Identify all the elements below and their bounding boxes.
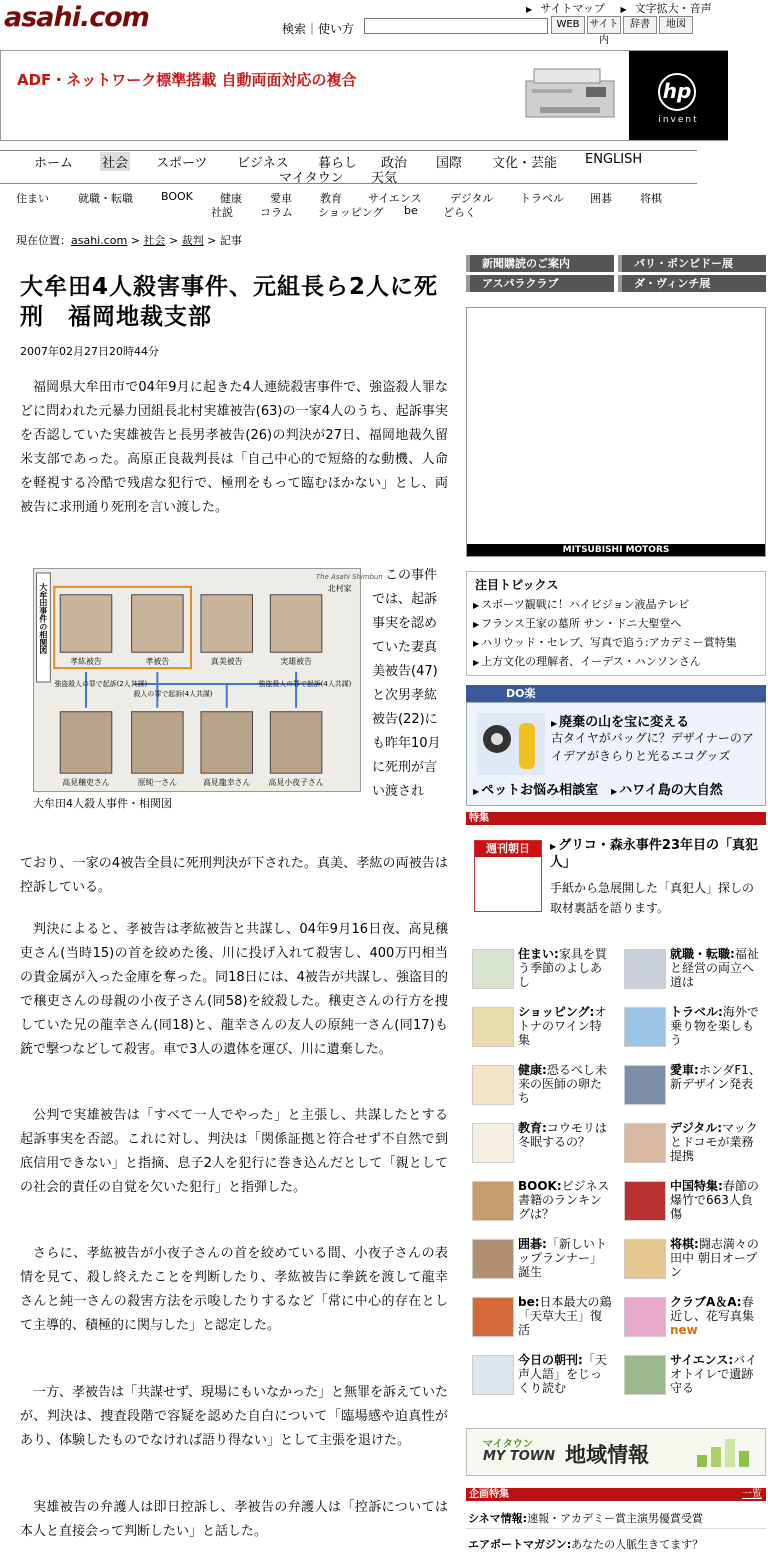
mitsubishi-ad[interactable] bbox=[466, 307, 766, 557]
nav-divider bbox=[0, 150, 697, 151]
featured-topics bbox=[466, 571, 766, 676]
grid-item-book[interactable] bbox=[466, 1175, 614, 1231]
topic-item[interactable] bbox=[473, 596, 689, 612]
breadcrumb: 現在位置：asahi.com > 社会 > 裁判 > 記事 bbox=[16, 234, 242, 247]
doraku-headline-text: 廃棄の山を宝に変える bbox=[559, 715, 690, 730]
grid-label: 就職・転職: bbox=[670, 947, 735, 961]
suspect-2-label: 孝被告 bbox=[145, 657, 170, 667]
tire-bag-image bbox=[477, 713, 545, 775]
nav-sports[interactable]: スポーツ bbox=[156, 156, 208, 171]
subnav-digital[interactable]: デジタル bbox=[450, 192, 494, 205]
article-paragraph-1: 福岡県大牟田市で04年9月に起きた4人連続殺害事件で、強盗殺人罪などに問われた元暴力団組長北村実雄被告(63)の一家4人のうち、起訴事実を否認していた実雄被告と長男孝被告(26)の判決が27日、福岡地裁久留米支部であった。高原正良裁判長は「自己中心的で短絡的な動機、人命を軽視する冷酷で残虐な犯行で、極刑をもって臨むほかない」とし、両被告に求刑通り死刑を言い渡した。 bbox=[20, 380, 448, 515]
nav-home[interactable]: ホーム bbox=[34, 156, 74, 171]
grid-label: ショッピング: bbox=[518, 1005, 595, 1019]
subnav-be[interactable]: be bbox=[404, 204, 418, 217]
grid-label: 今日の朝刊: bbox=[518, 1353, 583, 1367]
weekly-asahi-thumb[interactable] bbox=[474, 840, 542, 912]
grid-item-digital[interactable] bbox=[618, 1117, 766, 1173]
triangle-icon: ▶ bbox=[550, 842, 557, 851]
grid-label: be: bbox=[518, 1295, 540, 1309]
breadcrumb-trial[interactable]: 裁判 bbox=[181, 234, 204, 247]
doraku-box bbox=[466, 702, 766, 806]
subscription-button[interactable]: 新聞購読のご案内 bbox=[466, 255, 614, 272]
grid-text: 春節の爆竹で663人負傷 bbox=[670, 1179, 759, 1221]
nav-society[interactable]: 社会 bbox=[100, 152, 130, 171]
subnav-housing[interactable]: 住まい bbox=[16, 192, 49, 205]
topic-text: スポーツ観戦に！ハイビジョン液晶テレビ bbox=[481, 598, 690, 611]
kikaku-item-label: シネマ情報: bbox=[468, 1512, 528, 1525]
article-paragraph-4: 公判で実雄被告は「すべて一人でやった」と主張し、共謀したとする起訴事実を否認。これに対し、判決は「関係証拠と符合せず不自然で到底信用できない」と指摘、息子2人を犯行に巻き込んだとして「親としての社会的責任の自覚を欠いた犯行」と指弾した。 bbox=[20, 1108, 448, 1195]
nav-weather[interactable]: 天気 bbox=[371, 171, 398, 186]
nav-politics[interactable]: 政治 bbox=[381, 156, 408, 171]
mytown-banner[interactable] bbox=[466, 1428, 766, 1476]
nav-divider-2 bbox=[0, 183, 697, 184]
nav-culture[interactable]: 文化・芸能 bbox=[492, 156, 558, 171]
subnav-editorial[interactable]: 社説 bbox=[211, 206, 233, 219]
tokushu-headline-text: グリコ・森永事件23年目の「真犯人」 bbox=[550, 838, 758, 870]
sitemap-label: サイトマップ bbox=[540, 2, 605, 15]
font-size-label: 文字拡大・音声 bbox=[634, 2, 712, 15]
subnav-doraku[interactable]: どらく bbox=[443, 206, 476, 219]
grid-text: コウモリは冬眠するの？ bbox=[518, 1121, 607, 1149]
doraku-headline[interactable] bbox=[551, 711, 689, 730]
book-thumb bbox=[472, 1181, 514, 1221]
grid-label: デジタル: bbox=[670, 1121, 723, 1135]
article-paragraph-2: ており、一家の4被告全員に死刑判決が下された。真美、孝紘の両被告は控訴している。 bbox=[20, 856, 448, 895]
article-date: 2007年02月27日20時44分 bbox=[20, 345, 159, 358]
article-paragraph-7: 実雄被告の弁護人は即日控訴し、孝被告の弁護人は「控訴については本人と直接会って判断したい」と話した。 bbox=[20, 1500, 448, 1539]
club-thumb bbox=[624, 1297, 666, 1337]
subnav-car[interactable]: 愛車 bbox=[270, 192, 292, 205]
grid-text: 家具を買う季節のよしあし bbox=[518, 947, 607, 989]
breadcrumb-label: 現在位置： bbox=[16, 234, 71, 247]
igo-thumb bbox=[472, 1239, 514, 1279]
article-paragraph-5: さらに、孝紘被告が小夜子さんの首を絞めている間、小夜子さんの表情を見て、殺し終えたことを判断したり、孝紘被告に拳銃を渡して龍幸さんと純一さんの殺害方法を示唆したりするなど「常に中心的存在として主導的、積極的に関与した」と認定した。 bbox=[20, 1246, 448, 1333]
mytown-en: MY TOWN bbox=[483, 1449, 556, 1464]
subnav-education[interactable]: 教育 bbox=[320, 192, 342, 205]
triangle-icon: ▶ bbox=[473, 620, 480, 629]
be-thumb bbox=[472, 1297, 514, 1337]
triangle-icon: ▶ bbox=[611, 787, 618, 796]
tokushu-body: 手紙から急展開した「真犯人」探しの取材裏話を語ります。 bbox=[550, 881, 755, 915]
kikaku-item[interactable] bbox=[468, 1510, 703, 1526]
subnav-book[interactable]: BOOK bbox=[161, 190, 193, 203]
victim-1-label: 高見穣吏さん bbox=[62, 778, 110, 788]
hawaii-link[interactable] bbox=[611, 779, 723, 798]
subnav-health[interactable]: 健康 bbox=[220, 192, 242, 205]
triangle-icon: ▶ bbox=[620, 5, 627, 14]
grid-item-science[interactable] bbox=[618, 1349, 766, 1405]
grid-label: 愛車: bbox=[670, 1063, 699, 1077]
relationship-diagram bbox=[33, 568, 383, 792]
figure-caption: 大牟田4人殺人事件・相関図 bbox=[33, 797, 172, 810]
health-thumb bbox=[472, 1065, 514, 1105]
grid-item-housing[interactable] bbox=[466, 943, 614, 999]
charge-2-label: 殺人の罪で起訴(4人共謀) bbox=[133, 689, 213, 698]
kikaku-item[interactable] bbox=[468, 1536, 703, 1552]
victim-4-label: 高見小夜子さん bbox=[268, 778, 324, 788]
grid-label: 中国特集: bbox=[670, 1179, 723, 1193]
nav-living[interactable]: 暮らし bbox=[318, 156, 358, 171]
education-thumb bbox=[472, 1123, 514, 1163]
top-links bbox=[514, 0, 712, 16]
shopping-thumb bbox=[472, 1007, 514, 1047]
grid-text: オトナのワイン特集 bbox=[518, 1005, 607, 1047]
article-paragraph-3: 判決によると、孝被告は孝紘被告と共謀し、04年9月16日夜、高見穣吏さん(当時15)の首を絞めた後、川に投げ入れて殺害し、400万円相当の貴金属が入った金庫を奪った。同18日には、4被告が共謀し、強盗目的で穣吏さんの母親の小夜子さん(同58)を絞殺した。穣吏さんの行方を捜していた兄の龍幸さん(同18)と、龍幸さんの友人の原純一さん(同17)も銃で撃つなどして殺害。車で3人の遺体を運び、川に遺棄した。 bbox=[20, 922, 448, 1057]
topic-item[interactable] bbox=[473, 615, 681, 631]
grid-text: 闘志満々の田中 朝日オープン bbox=[670, 1237, 759, 1279]
nav-mytown[interactable]: マイタウン bbox=[279, 171, 344, 186]
victim-3-label: 高見龍幸さん bbox=[203, 778, 251, 788]
site-search-button[interactable]: サイト内 bbox=[587, 16, 621, 34]
shogi-thumb bbox=[624, 1239, 666, 1279]
suspect-4-label: 実雄被告 bbox=[280, 657, 312, 667]
doraku-bar[interactable]: DO楽 bbox=[466, 685, 766, 702]
topic-text: ハリウッド・セレブ、写真で追う:アカデミー賞特集 bbox=[481, 636, 737, 649]
sitemap-link[interactable] bbox=[520, 2, 605, 15]
grid-text: ホンダF1、新デザイン発表 bbox=[670, 1063, 761, 1091]
kikaku-bar bbox=[466, 1488, 766, 1501]
grid-text: バイオトイレで遺跡守る bbox=[670, 1353, 758, 1395]
nav-business[interactable]: ビジネス bbox=[237, 156, 289, 171]
triangle-icon: ▶ bbox=[473, 787, 480, 796]
topic-item[interactable] bbox=[473, 653, 701, 669]
doraku-body: 古タイヤがバッグに？デザイナーのアイデアがきらりと光るエコグッズ bbox=[551, 731, 754, 763]
mitsubishi-brand: MITSUBISHI MOTORS bbox=[467, 544, 765, 556]
search-label[interactable]: 検索｜使い方 bbox=[282, 22, 355, 36]
mytown-small: マイタウン bbox=[483, 1439, 533, 1450]
grid-item-club[interactable] bbox=[618, 1291, 766, 1347]
triangle-icon: ▶ bbox=[473, 658, 480, 667]
asparaclub-button[interactable]: アスパラクラブ bbox=[466, 275, 614, 292]
grid-label: 教育: bbox=[518, 1121, 547, 1135]
dictionary-button[interactable]: 辞書 bbox=[623, 16, 657, 34]
pet-link-text: ペットお悩み相談室 bbox=[481, 783, 599, 798]
grid-text: 日本最大の鶏「天草大王」復活 bbox=[518, 1295, 612, 1337]
grid-label: クラブA＆A: bbox=[670, 1295, 742, 1309]
grid-text: 恐るべし未来の医師の卵たち bbox=[518, 1063, 607, 1105]
grid-text: マックとドコモが業務提携 bbox=[670, 1121, 758, 1163]
kikaku-label: 企画特集 bbox=[469, 1489, 509, 1500]
grid-text: 春近し、花写真集 bbox=[670, 1295, 755, 1323]
grid-item-jobs[interactable] bbox=[618, 943, 766, 999]
triangle-icon: ▶ bbox=[473, 601, 480, 610]
subnav-column[interactable]: コラム bbox=[260, 206, 293, 219]
figure-heading: 大牟田事件の相関図 bbox=[38, 582, 48, 655]
map-icon bbox=[693, 1435, 759, 1471]
breadcrumb-home[interactable]: asahi.com bbox=[71, 234, 128, 247]
grid-label: 健康: bbox=[518, 1063, 547, 1077]
grid-item-car[interactable] bbox=[618, 1059, 766, 1115]
grid-item-shopping[interactable] bbox=[466, 1001, 614, 1057]
triangle-icon: ▶ bbox=[551, 719, 558, 728]
grid-label: 将棋: bbox=[670, 1237, 699, 1251]
grid-item-china[interactable] bbox=[618, 1175, 766, 1231]
charge-3-label: 強盗殺人の罪で起訴(4人共謀) bbox=[258, 679, 352, 688]
nav-english[interactable]: ENGLISH bbox=[585, 152, 643, 167]
hp-brand: hp bbox=[658, 73, 696, 111]
grid-label: 囲碁: bbox=[518, 1237, 547, 1251]
subnav-jobs[interactable]: 就職・転職 bbox=[78, 192, 133, 205]
font-size-link[interactable] bbox=[614, 2, 711, 15]
charge-1-label: 強盗殺人の罪で起訴(2人共謀) bbox=[54, 679, 148, 688]
divider bbox=[466, 1528, 766, 1529]
subnav-science[interactable]: サイエンス bbox=[368, 192, 422, 205]
morning-thumb bbox=[472, 1355, 514, 1395]
housing-thumb bbox=[472, 949, 514, 989]
pet-link[interactable] bbox=[473, 779, 598, 798]
breadcrumb-current: 記事 bbox=[219, 234, 242, 247]
web-search-button[interactable]: WEB bbox=[551, 16, 585, 34]
china-thumb bbox=[624, 1181, 666, 1221]
hawaii-link-text: ハワイ島の大自然 bbox=[619, 783, 723, 798]
article-title: 大牟田4人殺害事件、元組長ら2人に死刑 福岡地裁支部 bbox=[20, 274, 439, 330]
grid-item-shogi[interactable] bbox=[618, 1233, 766, 1289]
mytown-title: 地域情報 bbox=[565, 1443, 649, 1467]
triangle-icon: ▶ bbox=[526, 5, 533, 14]
printer-image bbox=[516, 61, 624, 126]
travel-thumb bbox=[624, 1007, 666, 1047]
grid-item-be[interactable] bbox=[466, 1291, 614, 1347]
subnav-shogi[interactable]: 将棋 bbox=[640, 192, 662, 205]
topic-text: フランス王家の墓所 サン・ドニ大聖堂へ bbox=[481, 617, 682, 630]
subnav-travel[interactable]: トラベル bbox=[520, 192, 564, 205]
suspect-1-label: 孝紘被告 bbox=[70, 657, 102, 667]
grid-text: 「天声人語」をじっくり読む bbox=[518, 1353, 607, 1395]
grid-item-education[interactable] bbox=[466, 1117, 614, 1173]
grid-label: BOOK: bbox=[518, 1179, 562, 1193]
grid-label: トラベル: bbox=[670, 1005, 723, 1019]
suspect-3-label: 真美被告 bbox=[210, 657, 243, 667]
grid-text: 「新しいトップランナー」誕生 bbox=[518, 1237, 607, 1279]
ad-banner[interactable] bbox=[0, 50, 728, 141]
topics-title: 注目トピックス bbox=[475, 578, 559, 592]
nav-international[interactable]: 国際 bbox=[436, 156, 463, 171]
car-thumb bbox=[624, 1065, 666, 1105]
grid-text: 海外で乗り物を楽しもう bbox=[670, 1005, 759, 1047]
victim-2-label: 原純一さん bbox=[137, 778, 178, 788]
kikaku-item-label: エアポートマガジン: bbox=[468, 1538, 572, 1551]
grid-label: 住まい: bbox=[518, 947, 559, 961]
triangle-icon: ▶ bbox=[473, 639, 480, 648]
hp-logo bbox=[629, 51, 728, 140]
banner-text: ADF・ネットワーク標準搭載 自動両面対応の複合 bbox=[17, 71, 357, 89]
figure-credit: The Asahi Shimbun bbox=[315, 572, 383, 581]
breadcrumb-society[interactable]: 社会 bbox=[143, 234, 166, 247]
family-label: 北村家 bbox=[327, 583, 352, 593]
grid-item-travel[interactable] bbox=[618, 1001, 766, 1057]
grid-label: サイエンス: bbox=[670, 1353, 734, 1367]
article-paragraph-2-side: この事件では、起訴事実を認めていた妻真美被告(47)と次男孝紘被告(22)にも昨年10月に死刑が言い渡され bbox=[372, 568, 441, 799]
subnav-shopping[interactable]: ショッピング bbox=[318, 206, 384, 219]
map-button[interactable]: 地図 bbox=[659, 16, 693, 34]
logo-text: asahi.com bbox=[4, 2, 149, 33]
digital-thumb bbox=[624, 1123, 666, 1163]
tokushu-bar: 特集 bbox=[466, 812, 766, 825]
article-paragraph-6: 一方、孝被告は「共謀せず、現場にもいなかった」と無罪を訴えていたが、判決は、捜査段階で容疑を認めた自白について「臨場感や迫真性があり、体験したものでなければ語り得ない」として主張を退けた。 bbox=[20, 1385, 448, 1448]
science-thumb bbox=[624, 1355, 666, 1395]
pompidou-button[interactable]: パリ・ポンピドー展 bbox=[618, 255, 766, 272]
kikaku-more-link[interactable]: 一覧 bbox=[742, 1489, 762, 1500]
kikaku-item-text: 速報・アカデミー賞主演男優賞受賞 bbox=[527, 1512, 703, 1525]
davinci-button[interactable]: ダ・ヴィンチ展 bbox=[618, 275, 766, 292]
grid-item-morning[interactable] bbox=[466, 1349, 614, 1405]
grid-item-health[interactable] bbox=[466, 1059, 614, 1115]
grid-text: ビジネス書籍のランキングは？ bbox=[518, 1179, 610, 1221]
tokushu-box bbox=[466, 826, 766, 936]
topic-text: 上方文化の理解者、イーデス・ハンソンさん bbox=[481, 655, 701, 668]
search-input[interactable] bbox=[364, 18, 548, 34]
grid-text: 福祉と経営の両立へ道は bbox=[670, 947, 759, 989]
weekly-asahi-label: 週刊朝日 bbox=[475, 841, 541, 857]
new-badge: new bbox=[670, 1323, 698, 1337]
tokushu-headline[interactable] bbox=[550, 838, 760, 871]
grid-item-igo[interactable] bbox=[466, 1233, 614, 1289]
subnav-igo[interactable]: 囲碁 bbox=[590, 192, 612, 205]
jobs-thumb bbox=[624, 949, 666, 989]
topic-item[interactable] bbox=[473, 634, 737, 650]
hp-tagline: invent bbox=[658, 115, 699, 125]
kikaku-item-text: あなたの人脈生きてます？ bbox=[571, 1538, 704, 1551]
site-logo[interactable] bbox=[4, 2, 149, 33]
